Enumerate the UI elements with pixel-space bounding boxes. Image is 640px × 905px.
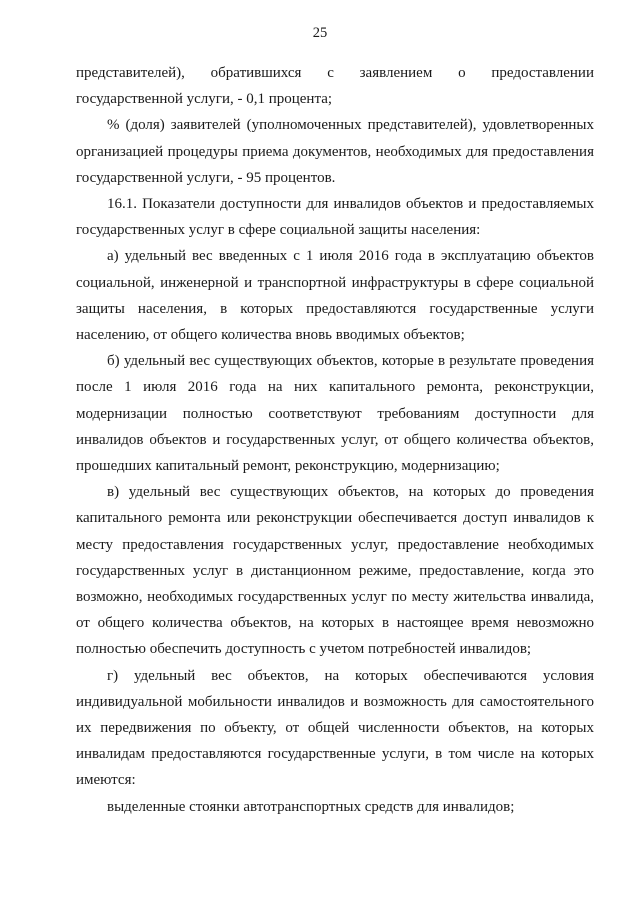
- paragraph-16-1-heading: 16.1. Показатели доступности для инвалидов объектов и предоставляемых государственных услуг в сфере социальной защиты населения:: [76, 196, 594, 239]
- document-body: [76, 60, 594, 820]
- paragraph-item-b: б) удельный вес существующих объектов, которые в результате проведения после 1 июля 2016 года на них капитального ремонта, реконструкции, модернизации полностью соответствуют требованиям доступности для инвалидов объектов и государственных услуг, от общего количества объектов, прошедших капитальный ремонт, реконструкцию, модернизацию;: [76, 353, 594, 475]
- paragraph-continued: представителей), обратившихся с заявлением о предоставлении государственной услуги, - 0,1 процента;: [76, 65, 594, 108]
- paragraph-satisfied-applicants: % (доля) заявителей (уполномоченных представителей), удовлетворенных организацией процедуры приема документов, необходимых для предоставления государственной услуги, - 95 процентов.: [76, 117, 594, 186]
- page-number: 25: [312, 25, 328, 41]
- paragraph-item-v: в) удельный вес существующих объектов, на которых до проведения капитального ремонта или реконструкции обеспечивается доступ инвалидов к месту предоставления государственных услуг, предоставление необходимых государственных услуг в дистанционном режиме, предоставление, когда это возможно, необходимых государственных услуг по месту жительства инвалида, от общего количества объектов, на которых в настоящее время невозможно полностью обеспечить доступность с учетом потребностей инвалидов;: [76, 484, 594, 658]
- paragraph-item-g: г) удельный вес объектов, на которых обеспечиваются условия индивидуальной мобильности инвалидов и возможность для самостоятельного их передвижения по объекту, от общей численности объектов, на которых инвалидам предоставляются государственные услуги, в том числе на которых имеются:: [76, 667, 594, 789]
- paragraph-item-a: а) удельный вес введенных с 1 июля 2016 года в эксплуатацию объектов социальной, инженерной и транспортной инфраструктуры в сфере социальной защиты населения, в которых предоставляются государственные услуги населению, от общего количества вновь вводимых объектов;: [76, 248, 594, 344]
- paragraph-parking: выделенные стоянки автотранспортных средств для инвалидов;: [107, 798, 515, 815]
